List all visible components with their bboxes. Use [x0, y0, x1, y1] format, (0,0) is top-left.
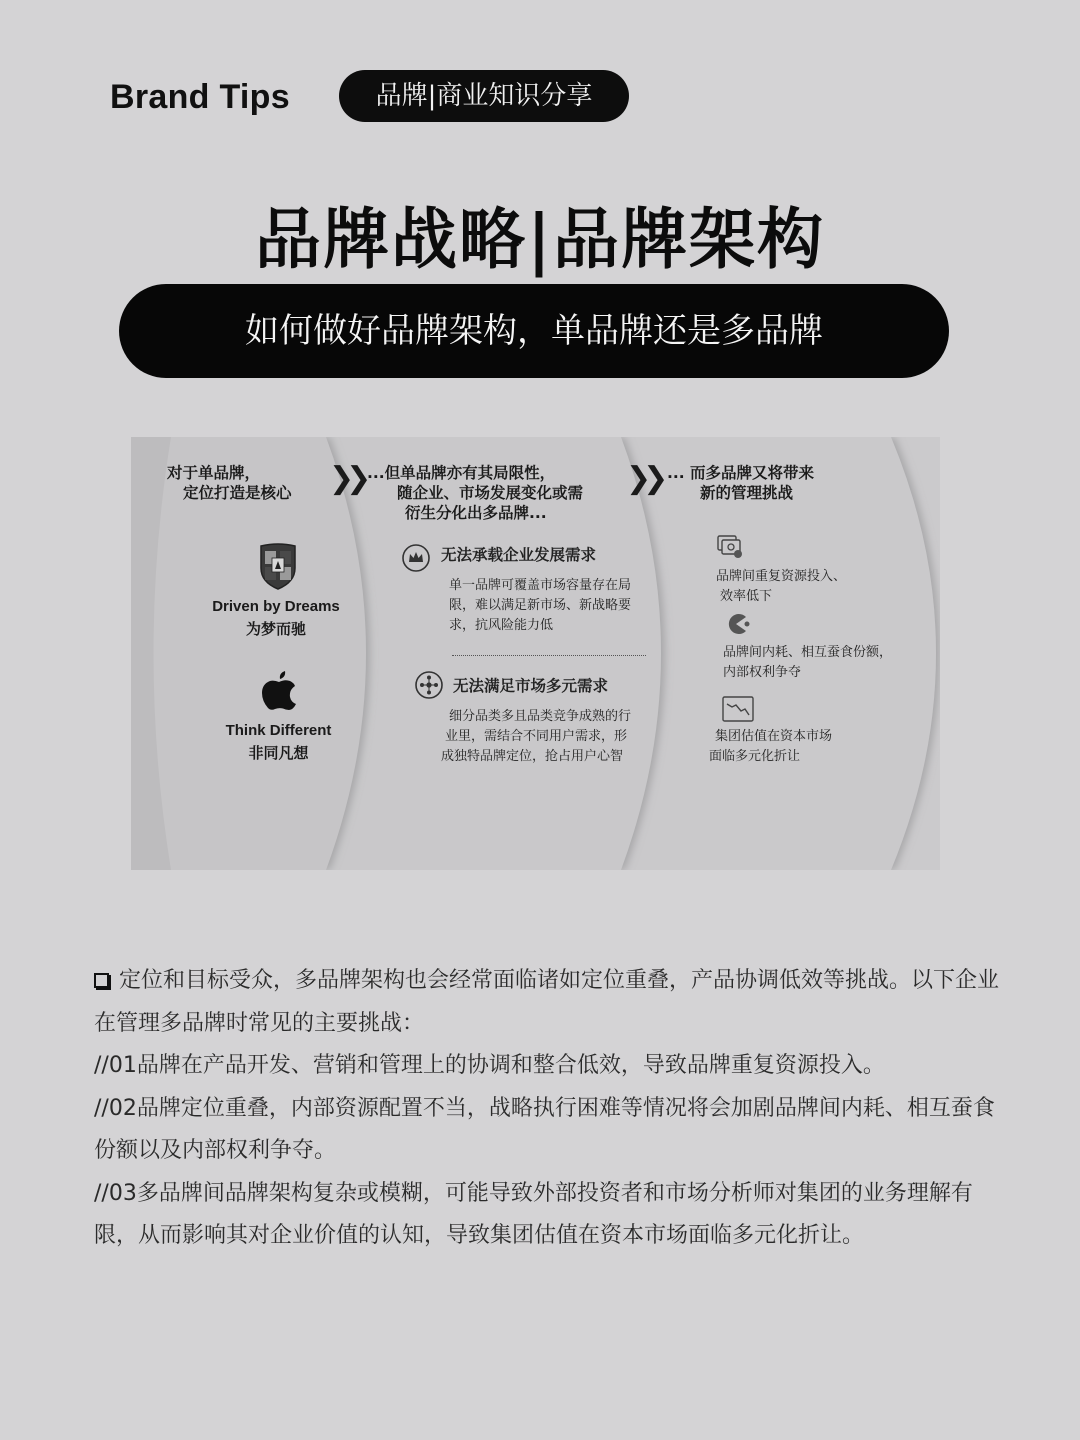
col2-item1-body	[449, 576, 659, 636]
body-line: 面临多元化折让	[709, 749, 801, 764]
col3-heading	[667, 463, 897, 503]
col2-item2-title: 无法满足市场多元需求	[453, 677, 609, 695]
network-nodes-icon	[414, 670, 444, 700]
col2-heading-line: ...但单品牌亦有其局限性，	[367, 464, 556, 482]
col3-item3-body	[709, 727, 909, 767]
body-line: 成独特品牌定位，抢占用户心智	[441, 749, 624, 764]
body-line: 品牌间重复资源投入、	[716, 569, 847, 584]
body-line: 集团估值在资本市场	[715, 729, 833, 744]
porsche-crest-icon	[259, 542, 297, 590]
col3-heading-line: 新的管理挑战	[700, 484, 794, 502]
body-line: 细分品类多且品类竞争成熟的行	[449, 709, 632, 724]
col2-heading-line: 衍生分化出多品牌...	[405, 504, 547, 522]
brand-tips-label: Brand Tips	[110, 78, 290, 116]
body-line: 效率低下	[720, 589, 773, 604]
brand-architecture-diagram	[131, 437, 940, 870]
apple-logo-icon	[261, 669, 297, 711]
col2-heading	[367, 463, 617, 523]
slogan-en: Think Different	[225, 722, 332, 739]
page-title: 品牌战略|品牌架构	[254, 200, 825, 278]
brand-slogan	[201, 719, 356, 765]
col3-item2-body	[723, 643, 923, 683]
col1-heading-line: 定位打造是核心	[183, 484, 292, 502]
chevron-right-icon: ❯❯	[329, 461, 364, 496]
paragraph: //02品牌定位重叠，内部资源配置不当，战略执行困难等情况将会加剧品牌间内耗、相互蚕食份额以及内部权利争夺。	[94, 1095, 995, 1163]
pacman-icon	[724, 612, 752, 636]
slogan-en: Driven by Dreams	[212, 598, 340, 615]
body-line: 求，抗风险能力低	[449, 618, 554, 633]
body-line: 品牌间内耗、相互蚕食份额，	[723, 645, 893, 660]
col2-item1-title: 无法承载企业发展需求	[441, 546, 597, 564]
crown-icon	[401, 543, 431, 573]
col1-heading	[161, 463, 321, 503]
slogan-cn: 非同凡想	[248, 744, 309, 762]
paragraph: //03多品牌间品牌架构复杂或模糊，可能导致外部投资者和市场分析师对集团的业务理解有限，从而影响其对企业价值的认知，导致集团估值在资本市场面临多元化折让。	[94, 1180, 973, 1248]
subtitle-banner: 如何做好品牌架构，单品牌还是多品牌	[119, 284, 949, 378]
chevron-right-icon: ❯❯	[626, 461, 661, 496]
body-line: 业里，需结合不同用户需求，形	[445, 729, 628, 744]
brand-slogan	[201, 595, 351, 641]
money-stack-icon	[716, 534, 744, 560]
article-body	[94, 960, 1014, 1258]
col2-heading-line: 随企业、市场发展变化或需	[397, 484, 584, 502]
paragraph	[94, 960, 1014, 1045]
divider	[452, 655, 646, 656]
body-line: 限，难以满足新市场、新战略要	[449, 598, 632, 613]
col3-heading-line: ... 而多品牌又将带来	[667, 464, 815, 482]
paragraph-text: 定位和目标受众，多品牌架构也会经常面临诸如定位重叠，产品协调低效等挑战。以下企业在管理多品牌时常见的主要挑战：	[94, 968, 1000, 1036]
col2-item2-body	[441, 707, 661, 767]
col1-heading-line: 对于单品牌，	[167, 464, 261, 482]
col3-item1-body	[716, 567, 916, 607]
body-line: 内部权利争夺	[723, 665, 802, 680]
declining-chart-icon	[721, 695, 755, 723]
slogan-cn: 为梦而驰	[245, 620, 306, 638]
paragraph: //01品牌在产品开发、营销和管理上的协调和整合低效，导致品牌重复资源投入。	[94, 1053, 885, 1078]
body-line: 单一品牌可覆盖市场容量存在局	[449, 578, 632, 593]
checkbox-icon	[94, 973, 109, 988]
category-pill: 品牌|商业知识分享	[339, 70, 629, 122]
